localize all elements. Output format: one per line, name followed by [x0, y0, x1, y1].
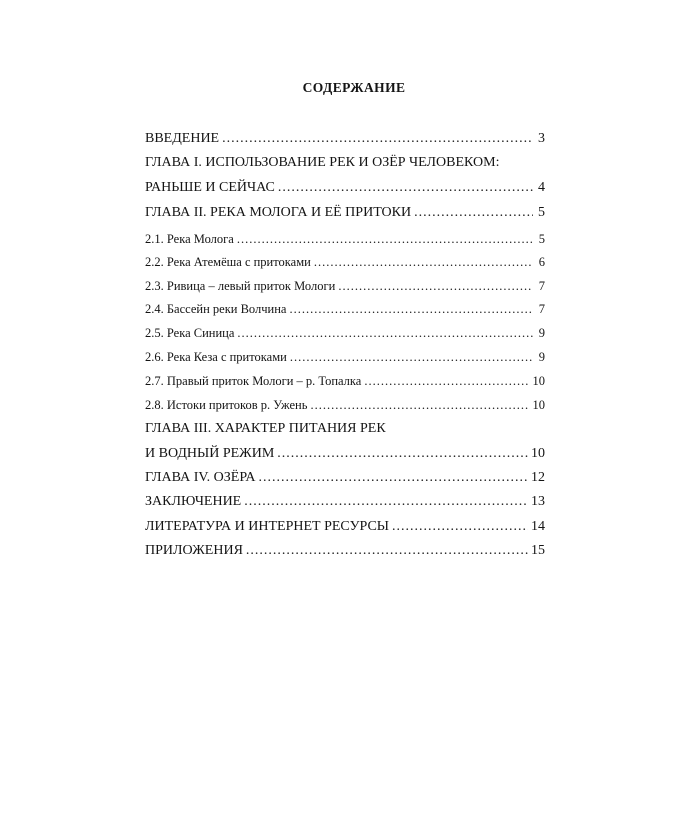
toc-leader-dots	[258, 470, 528, 486]
toc-leader-dots	[314, 254, 533, 270]
toc-entry-page: 7	[538, 279, 545, 293]
toc-entry-label: 2.4. Бассейн реки Волчина	[145, 302, 287, 316]
toc-entry-label: ВВЕДЕНИЕ	[145, 131, 220, 146]
toc-entry-section-2-5	[145, 325, 545, 341]
toc-leader-dots	[244, 494, 528, 510]
toc-leader-dots	[290, 349, 533, 365]
toc-leader-dots	[414, 205, 533, 221]
toc-entry-page: 9	[538, 326, 545, 340]
table-of-contents	[145, 0, 545, 822]
toc-entry-chapter-3-line-2	[145, 446, 545, 462]
toc-leader-dots	[237, 325, 533, 341]
toc-entry-page: 5	[538, 205, 545, 220]
toc-entry-label: ЗАКЛЮЧЕНИЕ	[145, 494, 242, 509]
toc-entry-page: 6	[538, 255, 545, 269]
toc-entry-page: 3	[538, 131, 545, 146]
toc-entry-section-2-8	[145, 397, 545, 413]
toc-entry-chapter-1-line-2	[145, 180, 545, 196]
toc-entry-label: ГЛАВА IV. ОЗЁРА	[145, 470, 256, 485]
toc-entry-label: 2.7. Правый приток Мологи – р. Топалка	[145, 374, 362, 388]
toc-entry-conclusion	[145, 494, 545, 510]
toc-entry-label: РАНЬШЕ И СЕЙЧАС	[145, 180, 275, 195]
toc-entry-label: 2.2. Река Атемёша с притоками	[145, 255, 311, 269]
toc-leader-dots	[222, 131, 533, 147]
toc-leader-dots	[277, 446, 528, 462]
toc-entry-label: ГЛАВА II. РЕКА МОЛОГА И ЕЁ ПРИТОКИ	[145, 205, 412, 220]
toc-entry-section-2-1	[145, 231, 545, 247]
toc-entry-label: 2.5. Река Синица	[145, 326, 235, 340]
toc-entry-page: 7	[538, 302, 545, 316]
toc-entry-page: 12	[531, 470, 545, 485]
toc-entry-chapter-2	[145, 205, 545, 221]
toc-entry-appendices	[145, 543, 545, 559]
toc-leader-dots	[237, 231, 533, 247]
toc-entry-label: 2.8. Истоки притоков р. Ужень	[145, 398, 308, 412]
toc-entry-page: 5	[538, 232, 545, 246]
toc-entry-chapter-4	[145, 470, 545, 486]
toc-leader-dots	[364, 373, 529, 389]
toc-entry-page: 10	[531, 446, 545, 461]
toc-entry-introduction	[145, 131, 545, 147]
toc-leader-dots	[246, 543, 528, 559]
toc-entry-section-2-6	[145, 349, 545, 365]
toc-entry-page: 15	[531, 543, 545, 558]
toc-entry-section-2-2	[145, 254, 545, 270]
toc-entry-section-2-4	[145, 301, 545, 317]
toc-title: СОДЕРЖАНИЕ	[302, 80, 406, 95]
toc-entry-page: 4	[538, 180, 545, 195]
toc-leader-dots	[310, 397, 529, 413]
toc-entry-label: 2.3. Ривица – левый приток Мологи	[145, 279, 336, 293]
toc-entry-label: 2.1. Река Молога	[145, 232, 234, 246]
toc-leader-dots	[338, 278, 533, 294]
toc-entry-section-2-7	[145, 373, 545, 389]
toc-entry-page: 13	[531, 494, 545, 509]
toc-entry-page: 10	[532, 374, 545, 388]
toc-entry-label: ГЛАВА I. ИСПОЛЬЗОВАНИЕ РЕК И ОЗЁР ЧЕЛОВЕКОМ:	[145, 155, 500, 170]
toc-entry-label: ГЛАВА III. ХАРАКТЕР ПИТАНИЯ РЕК	[145, 421, 386, 436]
toc-leader-dots	[278, 180, 533, 196]
toc-entry-section-2-3	[145, 278, 545, 294]
toc-leader-dots	[392, 519, 528, 535]
toc-entry-literature	[145, 519, 545, 535]
toc-entry-label: ПРИЛОЖЕНИЯ	[145, 543, 243, 558]
toc-entry-page: 9	[538, 350, 545, 364]
toc-entry-label: 2.6. Река Кеза с притоками	[145, 350, 287, 364]
toc-entry-page: 10	[532, 398, 545, 412]
toc-entry-label: И ВОДНЫЙ РЕЖИМ	[145, 446, 275, 461]
toc-entry-chapter-3-line-1	[145, 421, 545, 437]
toc-entry-label: ЛИТЕРАТУРА И ИНТЕРНЕТ РЕСУРСЫ	[145, 519, 389, 534]
toc-leader-dots	[289, 301, 533, 317]
toc-entry-page: 14	[531, 519, 545, 534]
toc-entry-chapter-1-line-1	[145, 155, 545, 171]
